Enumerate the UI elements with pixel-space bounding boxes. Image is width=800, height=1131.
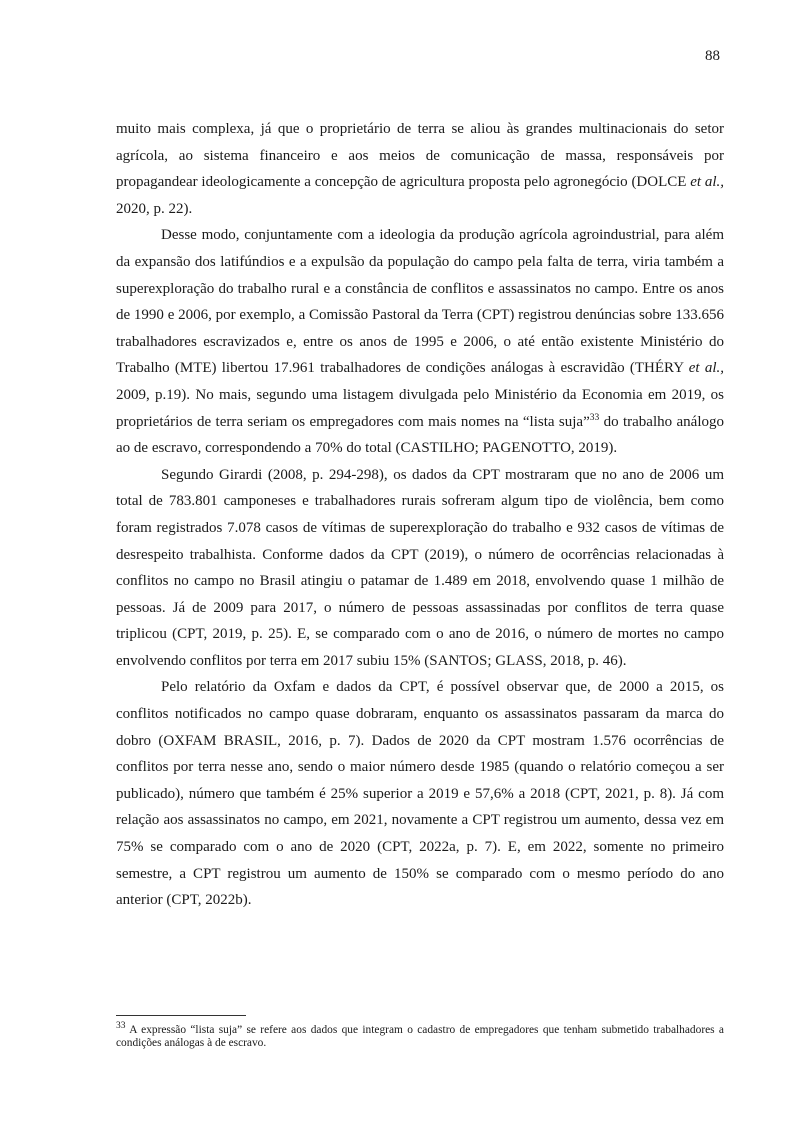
footnote bbox=[116, 1021, 724, 1050]
footnote-text: A expressão “lista suja” se refere aos dados que integram o cadastro de empregadores que tenham submetido trabalhadores a condições análogas à de escravo. bbox=[116, 1024, 724, 1049]
paragraph-4: Pelo relatório da Oxfam e dados da CPT, é possível observar que, de 2000 a 2015, os conflitos notificados no campo quase dobraram, enquanto os assassinatos passaram da marca do dobro (OXFAM BRASIL, 2016, p. 7). Dados de 2020 da CPT mostram 1.576 ocorrências de conflitos por terra nesse ano, sendo o maior número desde 1985 (quando o relatório começou a ser publicado), número que também é 25% superior a 2019 e 57,6% a 2018 (CPT, 2021, p. 8). Já com relação aos assassinatos no campo, em 2021, novamente a CPT registrou um aumento, dessa vez em 75% se comparado com o ano de 2020 (CPT, 2022a, p. 7). E, em 2022, somente no primeiro semestre, a CPT registrou um aumento de 150% se comparado com o mesmo período do ano anterior (CPT, 2022b). bbox=[116, 679, 724, 909]
paragraph-2-et-al: et al., bbox=[688, 360, 724, 377]
footnote-reference[interactable]: 33 bbox=[589, 412, 600, 423]
page-number: 88 bbox=[705, 48, 720, 64]
paragraph-1-text-b: 2020, p. 22). bbox=[116, 200, 193, 217]
footnote-separator bbox=[116, 1015, 246, 1016]
body-text bbox=[116, 116, 724, 914]
paragraph-2-text-c: do trabalho análogo ao de escravo, correspondendo a 70% do total (CASTILHO; PAGENOTTO, 2019). bbox=[116, 413, 724, 457]
paragraph-2 bbox=[116, 222, 724, 461]
footnote-marker: 33 bbox=[116, 1021, 126, 1032]
paragraph-1-et-al: et al., bbox=[690, 174, 724, 191]
paragraph-3: Segundo Girardi (2008, p. 294-298), os dados da CPT mostraram que no ano de 2006 um total de 783.801 camponeses e trabalhadores rurais sofreram algum tipo de violência, bem como foram registrados 7.078 casos de vítimas de superexploração do trabalho e 932 casos de vítimas de desrespeito trabalhista. Conforme dados da CPT (2019), o número de ocorrências relacionadas à conflitos no campo no Brasil atingiu o patamar de 1.489 em 2018, envolvendo quase 1 milhão de pessoas. Já de 2009 para 2017, o número de pessoas assassinadas por conflitos de terra quase triplicou (CPT, 2019, p. 25). E, se comparado com o ano de 2016, o número de mortes no campo envolvendo conflitos por terra em 2017 subiu 15% (SANTOS; GLASS, 2018, p. 46). bbox=[116, 466, 724, 669]
paragraph-1-text-a: muito mais complexa, já que o proprietário de terra se aliou às grandes multinacionais do setor agrícola, ao sistema financeiro e aos meios de comunicação de massa, responsáveis por propagandear ideologicamente a concepção de agricultura proposta pelo agronegócio (DOLCE bbox=[116, 121, 724, 191]
paragraph-2-text-b: 2009, p.19). No mais, segundo uma listagem divulgada pelo Ministério da Economia em 2019, os proprietários de terra seriam os empregadores com mais nomes na “lista suja” bbox=[116, 386, 724, 430]
paragraph-2-text-a: Desse modo, conjuntamente com a ideologia da produção agrícola agroindustrial, para além da expansão dos latifúndios e a expulsão da população do campo pela falta de terra, viria também a superexploração do trabalho rural e a constância de conflitos e assassinatos no campo. Entre os anos de 1990 e 2006, por exemplo, a Comissão Pastoral da Terra (CPT) registrou denúncias sobre 133.656 trabalhadores escravizados e, entre os anos de 1995 e 2006, o até então existente Ministério do Trabalho (MTE) libertou 17.961 trabalhadores de condições análogas à escravidão (THÉRY bbox=[116, 227, 724, 377]
paragraph-1 bbox=[116, 116, 724, 222]
